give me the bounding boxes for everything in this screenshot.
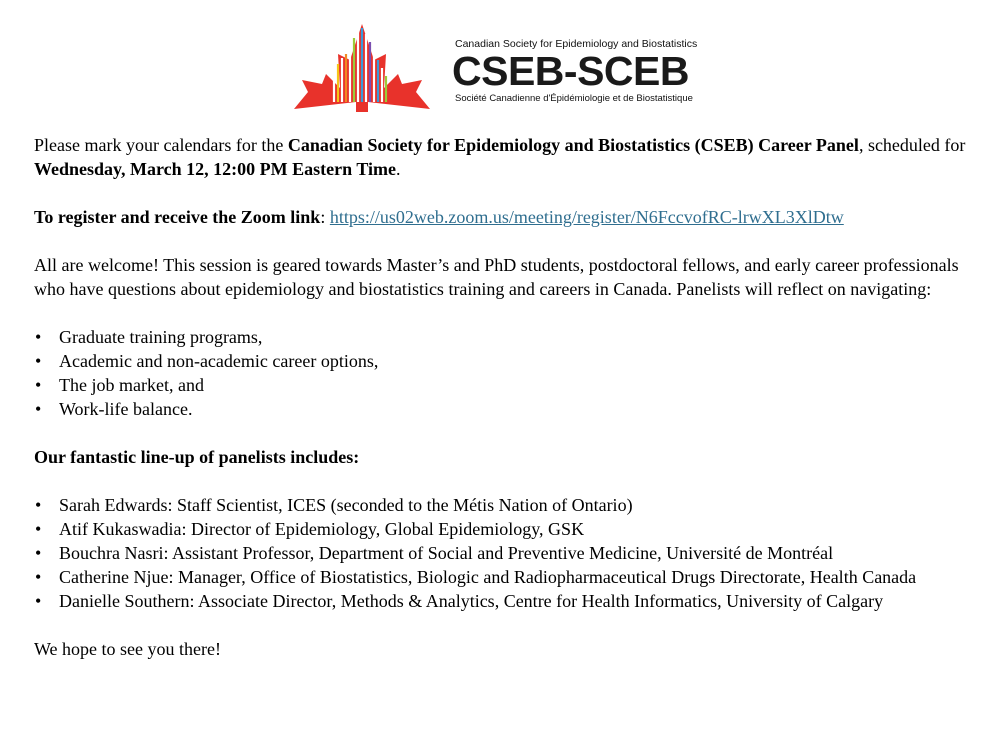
welcome-paragraph: All are welcome! This session is geared towards Master’s and PhD students, postdoctoral fellows, and early career professionals who have questions about epidemiology and biostatistics training and careers in Canada. Panelists will reflect on navigating: [34,255,959,299]
logo-org-name-fr: Société Canadienne d'Épidémiologie et de Biostatistique [455,93,693,104]
closing-line: We hope to see you there! [34,639,221,659]
bullet-icon: • [35,519,42,539]
topics-list [34,325,974,421]
list-item: • Bouchra Nasri: Assistant Professor, Department of Social and Preventive Medicine, Université de Montréal [35,543,834,563]
list-item: • Atif Kukaswadia: Director of Epidemiology, Global Epidemiology, GSK [35,519,585,539]
list-item: • Academic and non-academic career options, [35,351,379,371]
logo-acronym: CSEB-SCEB [452,48,689,94]
list-item: • Work-life balance. [35,399,193,419]
register-label: To register and receive the Zoom link [34,207,321,227]
intro-end-text: . [396,159,401,179]
intro-pre-text: Please mark your calendars for the [34,135,288,155]
intro-paragraph [34,133,974,181]
list-item: • Catherine Njue: Manager, Office of Biostatistics, Biologic and Radiopharmaceutical Drugs Directorate, Health Canada [35,567,917,587]
list-item: • The job market, and [35,375,204,395]
bullet-icon: • [35,351,42,371]
zoom-register-link[interactable]: https://us02web.zoom.us/meeting/register/N6FccvofRC-lrwXL3XlDtw [329,207,844,227]
bullet-icon: • [35,567,42,587]
cseb-logo [288,14,698,114]
list-item: • Graduate training programs, [35,327,263,347]
panel-heading: Our fantastic line-up of panelists includes: [34,447,360,467]
event-datetime: Wednesday, March 12, 12:00 PM Eastern Time [34,159,396,179]
maple-leaf-bars-icon [288,14,453,114]
bullet-icon: • [35,327,42,347]
bullet-icon: • [35,495,42,515]
register-paragraph [34,205,974,229]
logo-org-name-en: Canadian Society for Epidemiology and Biostatistics [455,38,698,50]
bullet-icon: • [35,375,42,395]
bullet-icon: • [35,399,42,419]
intro-mid-text: , scheduled for [858,135,966,155]
list-item: • Danielle Southern: Associate Director, Methods & Analytics, Centre for Health Informatics, University of Calgary [35,591,884,611]
announcement-body [34,133,974,661]
bullet-icon: • [35,591,42,611]
register-separator: : [320,207,330,227]
bullet-icon: • [35,543,42,563]
list-item: • Sarah Edwards: Staff Scientist, ICES (seconded to the Métis Nation of Ontario) [35,495,633,515]
panelists-list [34,493,974,613]
event-name: Canadian Society for Epidemiology and Biostatistics (CSEB) Career Panel [287,135,859,155]
